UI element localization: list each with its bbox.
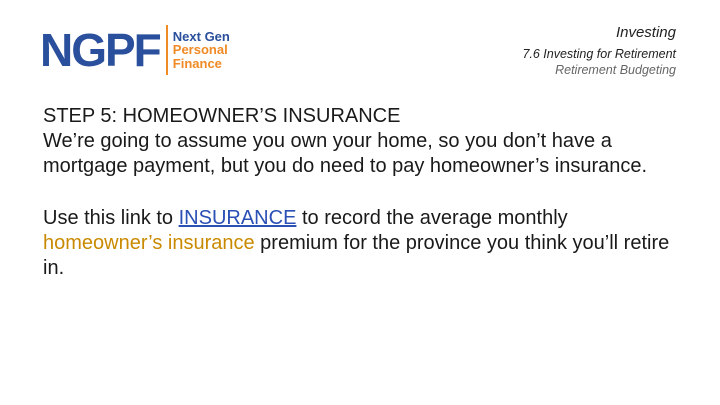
p2-text-after: premium for the province you think you’ll retire in. — [43, 232, 670, 279]
highlighted-term: homeowner’s insurance — [43, 232, 255, 254]
instruction-paragraph-2 — [43, 206, 683, 281]
insurance-link[interactable]: INSURANCE — [178, 207, 297, 229]
unit-title: Investing — [615, 24, 676, 41]
logo-mark: NGPF — [40, 24, 160, 76]
slide-body — [43, 104, 683, 281]
logo-wordmark — [173, 30, 230, 71]
ngpf-logo — [40, 24, 230, 76]
p2-text-mid: to record the average monthly — [296, 207, 568, 229]
instruction-paragraph-1: We’re going to assume you own your home, so you don’t have a mortgage payment, but you do need to pay homeowner’s insurance. — [43, 130, 648, 177]
activity-title: Retirement Budgeting — [555, 63, 676, 77]
logo-line-2: Personal — [172, 42, 228, 58]
logo-line-1: Next Gen — [172, 28, 230, 44]
lesson-header — [522, 24, 676, 77]
p2-text-before: Use this link to — [43, 207, 179, 229]
lesson-title: 7.6 Investing for Retirement — [522, 47, 676, 61]
step-heading: STEP 5: HOMEOWNER’S INSURANCE — [43, 105, 401, 127]
logo-line-3: Finance — [172, 55, 222, 71]
logo-divider — [166, 25, 168, 75]
